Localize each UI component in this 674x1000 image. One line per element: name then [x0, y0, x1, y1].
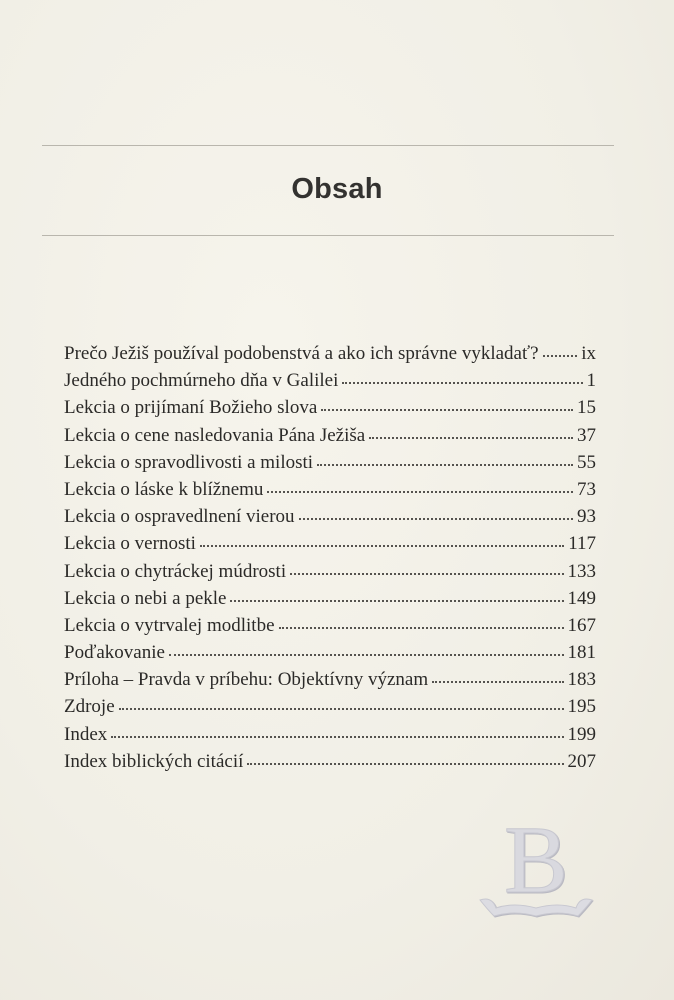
watermark-letter: B — [503, 816, 569, 913]
toc-entry-page: 183 — [567, 669, 596, 691]
toc-entry-page: ix — [581, 343, 596, 364]
toc-leader-dots — [247, 759, 563, 765]
toc-entry-page: 73 — [577, 478, 596, 500]
toc-leader-dots — [111, 732, 563, 738]
top-rule — [42, 145, 614, 146]
toc-leader-dots — [267, 487, 573, 493]
toc-entry-title: Lekcia o cene nasledovania Pána Ježiša — [64, 424, 366, 446]
toc-leader-dots — [342, 378, 582, 384]
toc-leader-dots — [119, 704, 564, 710]
toc-entry-title: Poďakovanie — [64, 642, 165, 664]
toc-entry-title: Príloha – Pravda v príbehu: Objektívny význam — [64, 669, 429, 691]
toc-entry — [64, 449, 596, 476]
toc-entry — [64, 530, 596, 557]
toc-entry-title: Prečo Ježiš používal podobenstvá a ako ich správne vykladať? — [64, 343, 539, 364]
toc-leader-dots — [432, 677, 563, 683]
toc-entry-title: Zdroje — [64, 696, 115, 718]
toc-entry-page: 207 — [567, 750, 596, 772]
toc-leader-dots — [279, 623, 564, 629]
toc-entry — [64, 340, 596, 367]
page-title: Obsah — [291, 173, 383, 205]
toc-entry — [64, 721, 596, 748]
toc-entry-page: 55 — [577, 451, 596, 473]
toc-entry — [64, 476, 596, 503]
toc-entry-title: Lekcia o ospravedlnení vierou — [64, 506, 295, 528]
toc-entry — [64, 666, 596, 693]
toc-entry — [64, 693, 596, 720]
toc-entry-page: 15 — [577, 397, 596, 419]
toc-leader-dots — [169, 650, 564, 656]
toc-entry-page: 133 — [567, 560, 596, 582]
toc-entry-title: Lekcia o chytráckej múdrosti — [64, 560, 287, 582]
toc-entry — [64, 367, 596, 394]
toc-entry-title: Index biblických citácií — [64, 750, 244, 772]
toc-entry-title: Lekcia o nebi a pekle — [64, 587, 227, 609]
toc-entry-title: Lekcia o spravodlivosti a milosti — [64, 451, 314, 473]
table-of-contents — [64, 340, 596, 775]
toc-leader-dots — [369, 433, 573, 439]
toc-leader-dots — [299, 514, 573, 520]
toc-entry — [64, 503, 596, 530]
toc-entry-title: Lekcia o vernosti — [64, 533, 196, 555]
toc-entry — [64, 748, 596, 775]
toc-leader-dots — [317, 460, 573, 466]
toc-entry-title: Index — [64, 723, 108, 745]
toc-entry-page: 149 — [567, 587, 596, 609]
toc-entry-title: Lekcia o vytrvalej modlitbe — [64, 614, 275, 636]
toc-entry — [64, 585, 596, 612]
toc-entry-page: 167 — [567, 614, 596, 636]
toc-entry-page: 199 — [567, 723, 596, 745]
toc-entry-page: 1 — [586, 370, 596, 392]
toc-entry — [64, 394, 596, 421]
toc-leader-dots — [321, 405, 573, 411]
toc-entry-title: Lekcia o láske k blížnemu — [64, 478, 264, 500]
toc-entry — [64, 612, 596, 639]
toc-entry-page: 117 — [568, 533, 596, 555]
toc-entry — [64, 639, 596, 666]
bottom-rule — [42, 235, 614, 236]
toc-entry-page: 37 — [577, 424, 596, 446]
watermark-logo-icon — [474, 816, 598, 920]
toc-leader-dots — [290, 569, 563, 575]
toc-entry-page: 93 — [577, 506, 596, 528]
toc-entry-page: 195 — [567, 696, 596, 718]
toc-entry — [64, 558, 596, 585]
toc-leader-dots — [230, 596, 563, 602]
toc-entry-page: 181 — [567, 642, 596, 664]
toc-leader-dots — [200, 541, 564, 547]
toc-leader-dots — [543, 351, 578, 357]
toc-entry-title: Lekcia o prijímaní Božieho slova — [64, 397, 318, 419]
toc-entry-title: Jedného pochmúrneho dňa v Galilei — [64, 370, 339, 392]
toc-entry — [64, 422, 596, 449]
